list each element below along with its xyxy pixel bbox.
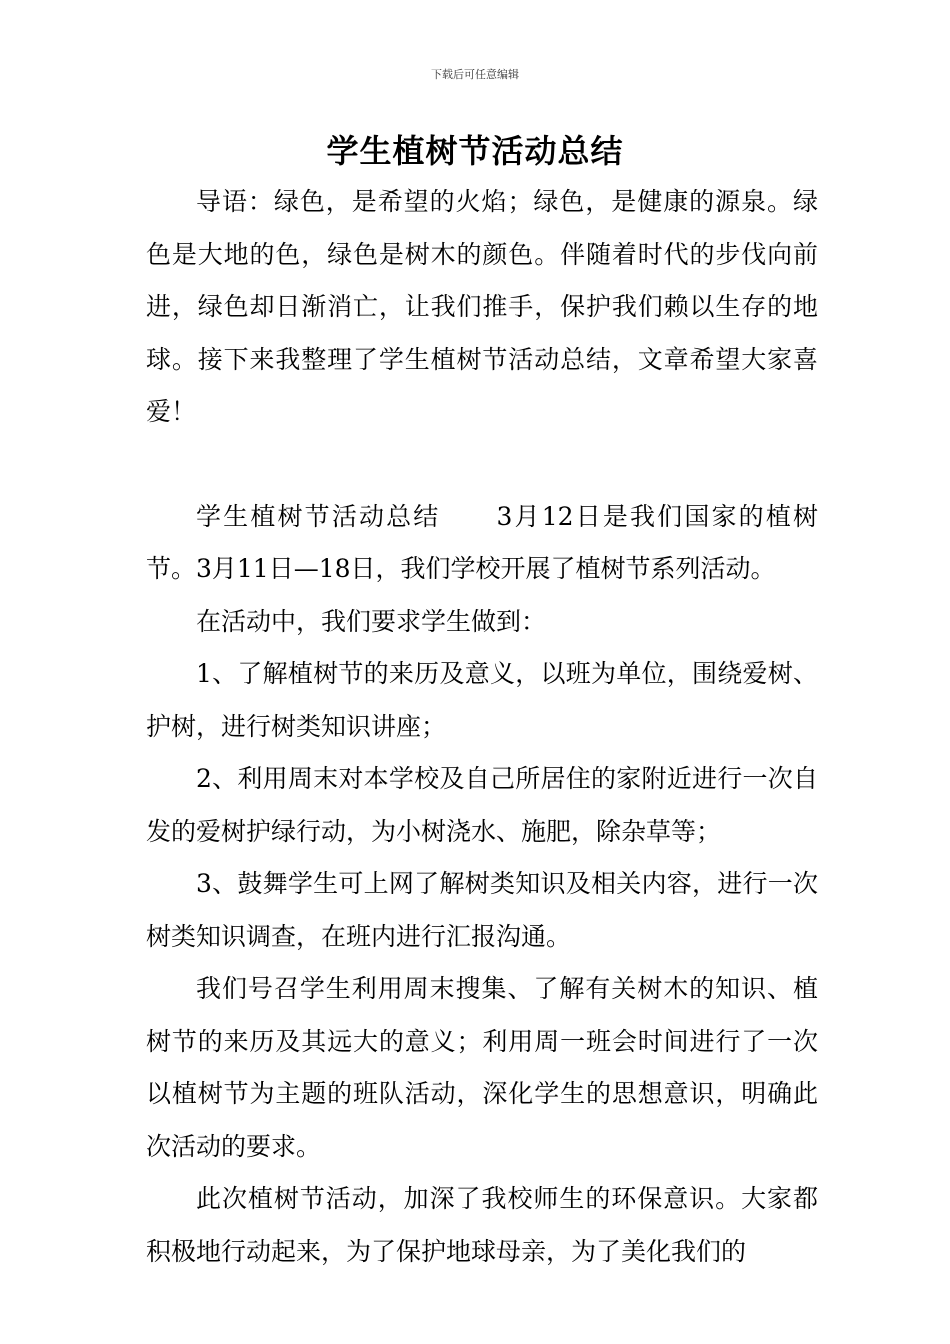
requirements-paragraph: 在活动中，我们要求学生做到： xyxy=(196,606,547,636)
list-item-2: 2、利用周末对本学校及自己所居住的家附近进行一次自发的爱树护绿行动，为小树浇水、施肥，除杂草等； xyxy=(146,764,818,846)
summary-text: 3月12日是我们国家的植树节。3月11日—18日，我们学校开展了植树节系列活动。 xyxy=(146,501,818,583)
paragraph-spacer xyxy=(146,439,818,491)
list-item-3: 3、鼓舞学生可上网了解树类知识及相关内容，进行一次树类知识调查，在班内进行汇报沟通。 xyxy=(146,869,818,951)
section-heading: 学生植树节活动总结 xyxy=(196,501,441,531)
intro-paragraph: 导语：绿色，是希望的火焰；绿色，是健康的源泉。绿色是大地的色，绿色是树木的颜色。伴随着时代的步伐向前进，绿色却日渐消亡，让我们推手，保护我们赖以生存的地球。接下来我整理了学生植树节活动总结，文章希望大家喜爱！ xyxy=(146,187,818,426)
header-note: 下载后可任意编辑 xyxy=(431,68,519,81)
summary-paragraph xyxy=(146,491,818,596)
closing-paragraph: 此次植树节活动，加深了我校师生的环保意识。大家都积极地行动起来，为了保护地球母亲，为了美化我们的 xyxy=(146,1184,818,1266)
document-title: 学生植树节活动总结 xyxy=(326,132,624,170)
document-body xyxy=(146,176,818,1278)
list-item-1: 1、了解植树节的来历及意义，以班为单位，围绕爱树、护树，进行树类知识讲座； xyxy=(146,659,818,741)
call-paragraph: 我们号召学生利用周末搜集、了解有关树木的知识、植树节的来历及其远大的意义；利用周一班会时间进行了一次以植树节为主题的班队活动，深化学生的思想意识，明确此次活动的要求。 xyxy=(146,974,818,1161)
